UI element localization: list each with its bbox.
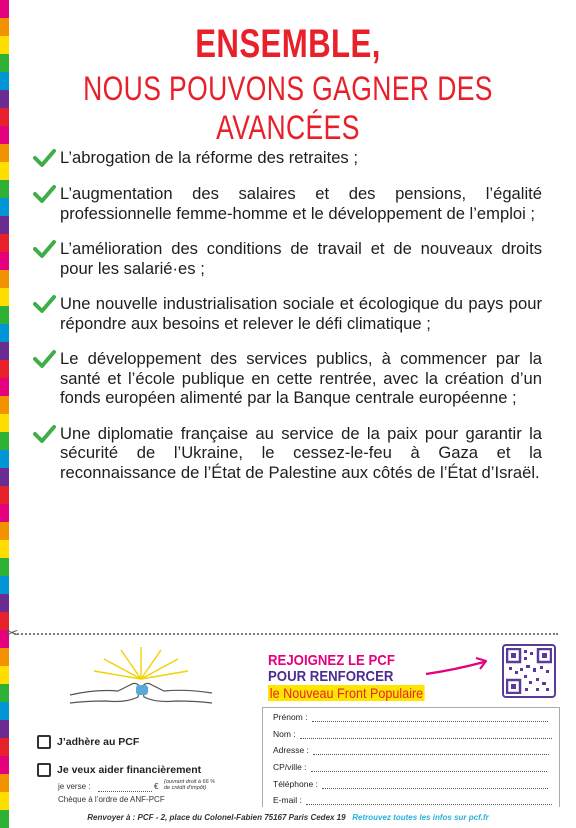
membership-form (262, 707, 560, 807)
list-item (32, 424, 542, 483)
field-label: E-mail : (273, 795, 302, 805)
stripe-segment (0, 90, 9, 108)
stripe-segment (0, 738, 9, 756)
stripe-segment (0, 792, 9, 810)
list-item (32, 148, 542, 168)
checkmark-icon (32, 148, 60, 168)
stripe-segment (0, 72, 9, 90)
stripe-segment (0, 288, 9, 306)
stripe-segment (0, 306, 9, 324)
arrow-icon (424, 654, 496, 678)
city-field[interactable] (273, 762, 547, 772)
field-label: CP/ville : (273, 762, 307, 772)
headline: ENSEMBLE, (195, 22, 381, 66)
list-item (32, 349, 542, 408)
email-field[interactable] (273, 795, 552, 805)
stripe-segment (0, 54, 9, 72)
stripe-segment (0, 270, 9, 288)
fist-bump-illustration (66, 645, 216, 710)
list-item-text: Le développement des services publics, à commencer par la santé et l’école publique en cette rentrée, avec la création d’un fonds européen alimenté par la Banque centrale européenne ; (60, 349, 542, 407)
amount-field[interactable] (98, 783, 152, 792)
stripe-segment (0, 414, 9, 432)
aider-label: Je veux aider financièrement (57, 764, 202, 776)
footer (0, 813, 576, 822)
subheadline: NOUS POUVONS GAGNER DES AVANCÉES (83, 70, 493, 147)
list-item (32, 294, 542, 333)
cut-line (14, 633, 558, 635)
stripe-segment (0, 648, 9, 666)
field-label: Prénom : (273, 712, 308, 722)
stripe-segment (0, 216, 9, 234)
stripe-segment (0, 522, 9, 540)
stripe-segment (0, 252, 9, 270)
currency-label: € (154, 782, 159, 791)
checkmark-icon (32, 424, 60, 444)
stripe-segment (0, 126, 9, 144)
list-item-text: L’augmentation des salaires et des pensions, l’égalité professionnelle femme-homme et le développement de l’emploi ; (60, 184, 542, 223)
stripe-segment (0, 36, 9, 54)
stripe-segment (0, 666, 9, 684)
return-address: Renvoyer à : PCF - 2, place du Colonel-Fabien 75167 Paris Cedex 19 (87, 813, 346, 822)
stripe-segment (0, 504, 9, 522)
stripe-segment (0, 558, 9, 576)
stripe-segment (0, 720, 9, 738)
stripe-segment (0, 108, 9, 126)
website-link[interactable]: Retrouvez toutes les infos sur pcf.fr (352, 813, 489, 822)
stripe-segment (0, 756, 9, 774)
stripe-segment (0, 684, 9, 702)
verse-label: je verse : (58, 782, 91, 791)
tax-note: (ouvrant droit à 66 % de crédit d’impôt) (164, 779, 216, 791)
stripe-segment (0, 0, 9, 18)
checkmark-icon (32, 349, 60, 369)
cheque-label: Chèque à l’ordre de ANF-PCF (58, 795, 165, 804)
list-item (32, 239, 542, 278)
qr-code[interactable] (502, 644, 556, 698)
stripe-segment (0, 360, 9, 378)
color-stripe (0, 0, 9, 828)
list-item-text: Une diplomatie française au service de la paix pour garantir la sécurité de l’Ukraine, le cessez-le-feu à Gaza et la reconnaissance de l’État de Palestine aux côtés de l’État d’Israël. (60, 423, 542, 482)
stripe-segment (0, 702, 9, 720)
field-label: Téléphone : (273, 779, 318, 789)
field-label: Nom : (273, 729, 296, 739)
stripe-segment (0, 378, 9, 396)
stripe-segment (0, 342, 9, 360)
stripe-segment (0, 468, 9, 486)
address-field[interactable] (273, 745, 549, 755)
stripe-segment (0, 450, 9, 468)
stripe-segment (0, 234, 9, 252)
join-subheadline: POUR RENFORCER (268, 668, 394, 685)
join-headline: REJOIGNEZ LE PCF (268, 652, 395, 669)
stripe-segment (0, 594, 9, 612)
qr-code-icon (506, 648, 552, 694)
stripe-segment (0, 774, 9, 792)
adhere-checkbox[interactable] (37, 735, 51, 749)
checkmark-icon (32, 239, 60, 259)
join-highlight: le Nouveau Front Populaire (269, 685, 424, 701)
lastname-field[interactable] (273, 729, 552, 739)
stripe-segment (0, 486, 9, 504)
field-label: Adresse : (273, 745, 309, 755)
firstname-field[interactable] (273, 712, 548, 722)
stripe-segment (0, 432, 9, 450)
stripe-segment (0, 540, 9, 558)
stripe-segment (0, 144, 9, 162)
stripe-segment (0, 198, 9, 216)
checkmark-icon (32, 294, 60, 314)
checkmark-icon (32, 184, 60, 204)
phone-field[interactable] (273, 779, 548, 789)
list-item-text: L’amélioration des conditions de travail et de nouveaux droits pour les salarié·es ; (60, 239, 542, 278)
scissors-icon: ✂ (6, 625, 19, 642)
stripe-segment (0, 162, 9, 180)
list-item-text: L’abrogation de la réforme des retraites ; (60, 148, 358, 167)
list-item (32, 184, 542, 223)
demands-list (32, 148, 542, 498)
aider-checkbox[interactable] (37, 763, 51, 777)
stripe-segment (0, 180, 9, 198)
stripe-segment (0, 18, 9, 36)
stripe-segment (0, 324, 9, 342)
stripe-segment (0, 396, 9, 414)
stripe-segment (0, 576, 9, 594)
list-item-text: Une nouvelle industrialisation sociale et écologique du pays pour répondre aux besoins et relever le défi climatique ; (60, 294, 542, 333)
adhere-label: J’adhère au PCF (57, 736, 140, 748)
